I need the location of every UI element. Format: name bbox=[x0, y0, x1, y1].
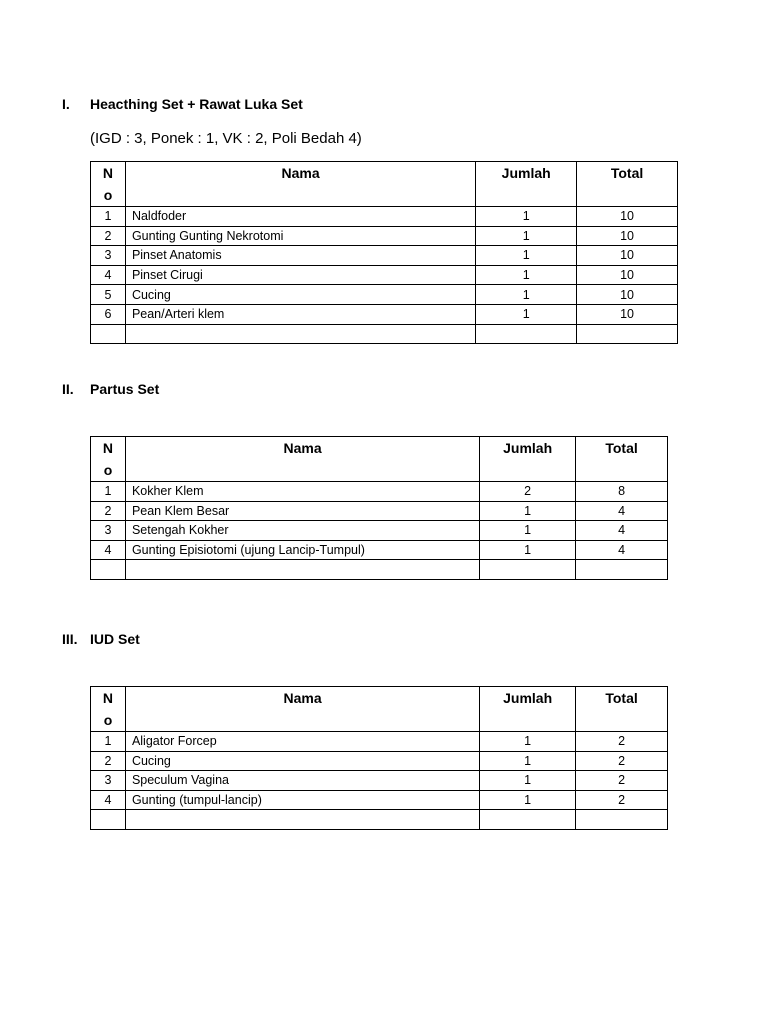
section-2-heading bbox=[62, 381, 159, 397]
cell-jumlah: 1 bbox=[476, 226, 577, 246]
table-row bbox=[91, 560, 668, 580]
cell-jumlah: 1 bbox=[476, 207, 577, 227]
table-row bbox=[91, 207, 678, 227]
table-row bbox=[91, 226, 678, 246]
table-header-row bbox=[91, 687, 668, 732]
cell-nama: Kokher Klem bbox=[125, 482, 479, 502]
header-no: No bbox=[91, 437, 126, 482]
header-no: No bbox=[91, 687, 126, 732]
section-2-table bbox=[90, 436, 668, 580]
cell-no: 3 bbox=[91, 771, 126, 791]
cell-nama: Pinset Cirugi bbox=[125, 265, 475, 285]
cell-nama: Setengah Kokher bbox=[125, 521, 479, 541]
cell-jumlah: 1 bbox=[480, 732, 576, 752]
table-row bbox=[91, 540, 668, 560]
cell-total: 4 bbox=[576, 521, 668, 541]
cell-total: 10 bbox=[577, 246, 678, 266]
header-nama: Nama bbox=[125, 437, 479, 482]
cell-total: 4 bbox=[576, 501, 668, 521]
cell-jumlah bbox=[480, 810, 576, 830]
table-row bbox=[91, 482, 668, 502]
cell-total: 2 bbox=[576, 771, 668, 791]
cell-jumlah: 1 bbox=[476, 285, 577, 305]
cell-jumlah: 1 bbox=[480, 751, 576, 771]
cell-total: 2 bbox=[576, 732, 668, 752]
header-total: Total bbox=[576, 687, 668, 732]
cell-jumlah: 1 bbox=[480, 790, 576, 810]
cell-no: 2 bbox=[91, 751, 126, 771]
cell-total bbox=[577, 324, 678, 344]
cell-jumlah: 1 bbox=[480, 521, 576, 541]
cell-total: 10 bbox=[577, 285, 678, 305]
cell-jumlah: 1 bbox=[480, 540, 576, 560]
header-jumlah: Jumlah bbox=[480, 687, 576, 732]
cell-total bbox=[576, 810, 668, 830]
cell-jumlah: 1 bbox=[480, 501, 576, 521]
cell-nama: Cucing bbox=[125, 751, 479, 771]
header-total: Total bbox=[576, 437, 668, 482]
cell-total: 10 bbox=[577, 207, 678, 227]
cell-jumlah bbox=[476, 324, 577, 344]
table-row bbox=[91, 501, 668, 521]
cell-total: 2 bbox=[576, 790, 668, 810]
table-row bbox=[91, 790, 668, 810]
section-3-title: IUD Set bbox=[90, 631, 140, 647]
table-row bbox=[91, 265, 678, 285]
section-2-title: Partus Set bbox=[90, 381, 160, 397]
section-1-title: Heacthing Set + Rawat Luka Set bbox=[90, 96, 303, 112]
cell-jumlah bbox=[480, 560, 576, 580]
header-no: No bbox=[91, 162, 126, 207]
table-body bbox=[91, 482, 668, 580]
cell-total: 10 bbox=[577, 304, 678, 324]
cell-nama bbox=[125, 324, 475, 344]
section-1-numeral: I. bbox=[62, 96, 70, 112]
cell-no: 1 bbox=[91, 207, 126, 227]
table-row bbox=[91, 304, 678, 324]
cell-nama: Naldfoder bbox=[125, 207, 475, 227]
table-header-row bbox=[91, 437, 668, 482]
cell-nama: Gunting (tumpul-lancip) bbox=[125, 790, 479, 810]
cell-no: 2 bbox=[91, 226, 126, 246]
table-row bbox=[91, 810, 668, 830]
section-1-subtitle: (IGD : 3, Ponek : 1, VK : 2, Poli Bedah 4) bbox=[90, 130, 362, 147]
table-body bbox=[91, 732, 668, 830]
cell-no: 1 bbox=[91, 482, 126, 502]
section-1-table bbox=[90, 161, 678, 344]
table-row bbox=[91, 285, 678, 305]
cell-jumlah: 1 bbox=[476, 265, 577, 285]
header-nama: Nama bbox=[125, 162, 475, 207]
cell-nama: Pinset Anatomis bbox=[125, 246, 475, 266]
table-row bbox=[91, 771, 668, 791]
cell-total bbox=[576, 560, 668, 580]
header-nama: Nama bbox=[125, 687, 479, 732]
cell-no: 5 bbox=[91, 285, 126, 305]
cell-no: 2 bbox=[91, 501, 126, 521]
cell-nama: Pean/Arteri klem bbox=[125, 304, 475, 324]
cell-jumlah: 1 bbox=[480, 771, 576, 791]
section-3-numeral: III. bbox=[62, 631, 78, 647]
cell-no: 6 bbox=[91, 304, 126, 324]
section-3-table bbox=[90, 686, 668, 830]
cell-no: 4 bbox=[91, 540, 126, 560]
cell-nama bbox=[125, 560, 479, 580]
cell-no: 1 bbox=[91, 732, 126, 752]
table-row bbox=[91, 732, 668, 752]
cell-nama: Pean Klem Besar bbox=[125, 501, 479, 521]
section-1-heading bbox=[62, 96, 303, 112]
cell-nama: Cucing bbox=[125, 285, 475, 305]
table-row bbox=[91, 521, 668, 541]
cell-total: 10 bbox=[577, 226, 678, 246]
table-body bbox=[91, 207, 678, 344]
cell-no: 3 bbox=[91, 246, 126, 266]
cell-no: 4 bbox=[91, 265, 126, 285]
section-3-heading bbox=[62, 631, 140, 647]
cell-no bbox=[91, 810, 126, 830]
table-header-row bbox=[91, 162, 678, 207]
table-row bbox=[91, 246, 678, 266]
section-2-numeral: II. bbox=[62, 381, 74, 397]
header-total: Total bbox=[577, 162, 678, 207]
cell-no bbox=[91, 560, 126, 580]
cell-jumlah: 1 bbox=[476, 304, 577, 324]
table-row bbox=[91, 751, 668, 771]
cell-no: 4 bbox=[91, 790, 126, 810]
cell-jumlah: 2 bbox=[480, 482, 576, 502]
cell-no: 3 bbox=[91, 521, 126, 541]
cell-nama bbox=[125, 810, 479, 830]
table-row bbox=[91, 324, 678, 344]
cell-total: 2 bbox=[576, 751, 668, 771]
cell-total: 8 bbox=[576, 482, 668, 502]
cell-total: 10 bbox=[577, 265, 678, 285]
header-jumlah: Jumlah bbox=[480, 437, 576, 482]
cell-nama: Speculum Vagina bbox=[125, 771, 479, 791]
cell-no bbox=[91, 324, 126, 344]
cell-nama: Gunting Gunting Nekrotomi bbox=[125, 226, 475, 246]
cell-nama: Gunting Episiotomi (ujung Lancip-Tumpul) bbox=[125, 540, 479, 560]
cell-jumlah: 1 bbox=[476, 246, 577, 266]
cell-total: 4 bbox=[576, 540, 668, 560]
header-jumlah: Jumlah bbox=[476, 162, 577, 207]
cell-nama: Aligator Forcep bbox=[125, 732, 479, 752]
